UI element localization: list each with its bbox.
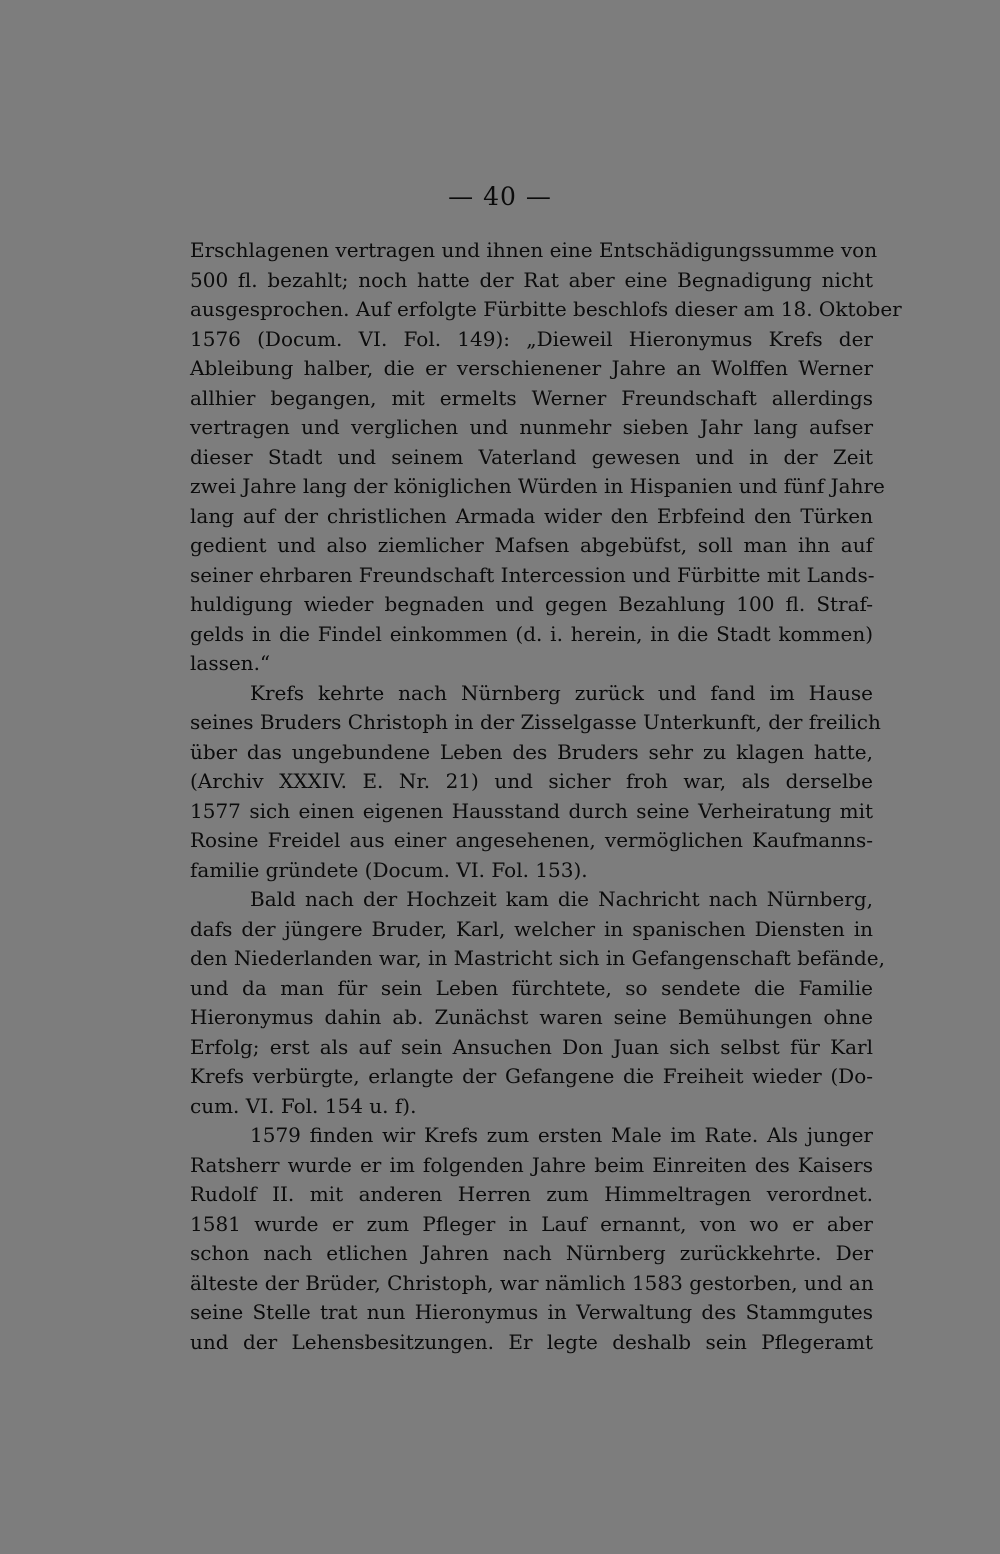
text-line: Krefs verbürgte, erlangte der Gefangene die Freiheit wieder (Do-: [190, 1064, 873, 1088]
text-line: huldigung wieder begnaden und gegen Bezahlung 100 fl. Straf-: [190, 592, 873, 616]
text-line: älteste der Brüder, Christoph, war nämlich 1583 gestorben, und an: [190, 1270, 874, 1295]
text-line: Hieronymus dahin ab. Zunächst waren seine Bemühungen ohne: [190, 1005, 873, 1029]
text-line: 500 fl. bezahlt; noch hatte der Rat aber eine Begnadigung nicht: [190, 267, 873, 292]
text-line: cum. VI. Fol. 154 u. f).: [190, 1093, 417, 1118]
text-line: und da man für sein Leben fürchtete, so sendete die Familie: [190, 975, 873, 1000]
text-line: zwei Jahre lang der königlichen Würden in Hispanien und fünf Jahre: [190, 474, 885, 498]
text-line: seines Bruders Christoph in der Zisselgasse Unterkunft, der freilich: [190, 710, 881, 734]
text-line: Ratsherr wurde er im folgenden Jahre beim Einreiten des Kaisers: [190, 1152, 873, 1177]
text-line: 1576 (Docum. VI. Fol. 149): „Dieweil Hieronymus Krefs der: [190, 326, 873, 351]
text-line: Erfolg; erst als auf sein Ansuchen Don Juan sich selbst für Karl: [190, 1034, 873, 1059]
text-line: gelds in die Findel einkommen (d. i. herein, in die Stadt kommen): [190, 621, 873, 646]
paragraph: [190, 1121, 873, 1357]
paragraph: [190, 236, 902, 679]
text-line: 1577 sich einen eigenen Hausstand durch seine Verheiratung mit: [190, 798, 873, 823]
text-line: seine Stelle trat nun Hieronymus in Verwaltung des Stammgutes: [190, 1300, 873, 1324]
text-line: vertragen und verglichen und nunmehr sieben Jahr lang aufser: [190, 415, 873, 439]
text-line: dafs der jüngere Bruder, Karl, welcher in spanischen Diensten in: [190, 916, 873, 941]
text-line: Erschlagenen vertragen und ihnen eine Entschädigungssumme von: [190, 238, 878, 262]
paragraph: [190, 885, 885, 1121]
page-number: — 40 —: [448, 182, 552, 211]
text-line: Krefs kehrte nach Nürnberg zurück und fand im Hause: [250, 680, 873, 705]
text-line: allhier begangen, mit ermelts Werner Freundschaft allerdings: [190, 385, 873, 410]
body-text: [190, 236, 902, 1357]
text-line: gedient und also ziemlicher Mafsen abgebüfst, soll man ihn auf: [190, 533, 873, 557]
text-line: und der Lehensbesitzungen. Er legte deshalb sein Pflegeramt: [190, 1329, 873, 1354]
text-line: Rudolf II. mit anderen Herren zum Himmeltragen verordnet.: [190, 1182, 873, 1206]
text-line: schon nach etlichen Jahren nach Nürnberg zurückkehrte. Der: [190, 1241, 873, 1265]
text-line: Rosine Freidel aus einer angesehenen, vermöglichen Kaufmanns-: [190, 828, 873, 852]
paragraph: [190, 679, 881, 886]
text-line: seiner ehrbaren Freundschaft Intercession und Fürbitte mit Lands-: [190, 562, 875, 587]
text-line: dieser Stadt und seinem Vaterland gewesen und in der Zeit: [190, 444, 873, 469]
text-line: ausgesprochen. Auf erfolgte Fürbitte beschlofs dieser am 18. Oktober: [190, 297, 902, 321]
text-line: familie gründete (Docum. VI. Fol. 153).: [190, 857, 588, 882]
text-line: lang auf der christlichen Armada wider den Erbfeind den Türken: [190, 503, 873, 528]
text-line: Bald nach der Hochzeit kam die Nachricht nach Nürnberg,: [250, 887, 873, 911]
text-line: den Niederlanden war, in Mastricht sich in Gefangenschaft befände,: [190, 946, 885, 970]
text-line: 1579 finden wir Krefs zum ersten Male im Rate. Als junger: [250, 1123, 873, 1147]
text-line: über das ungebundene Leben des Bruders sehr zu klagen hatte,: [190, 739, 873, 764]
text-line: Ableibung halber, die er verschienener Jahre an Wolffen Werner: [190, 356, 873, 380]
text-line: 1581 wurde er zum Pfleger in Lauf ernannt, von wo er aber: [190, 1211, 873, 1236]
text-line: lassen.“: [190, 651, 271, 675]
text-line: (Archiv XXXIV. E. Nr. 21) und sicher froh war, als derselbe: [190, 769, 873, 793]
